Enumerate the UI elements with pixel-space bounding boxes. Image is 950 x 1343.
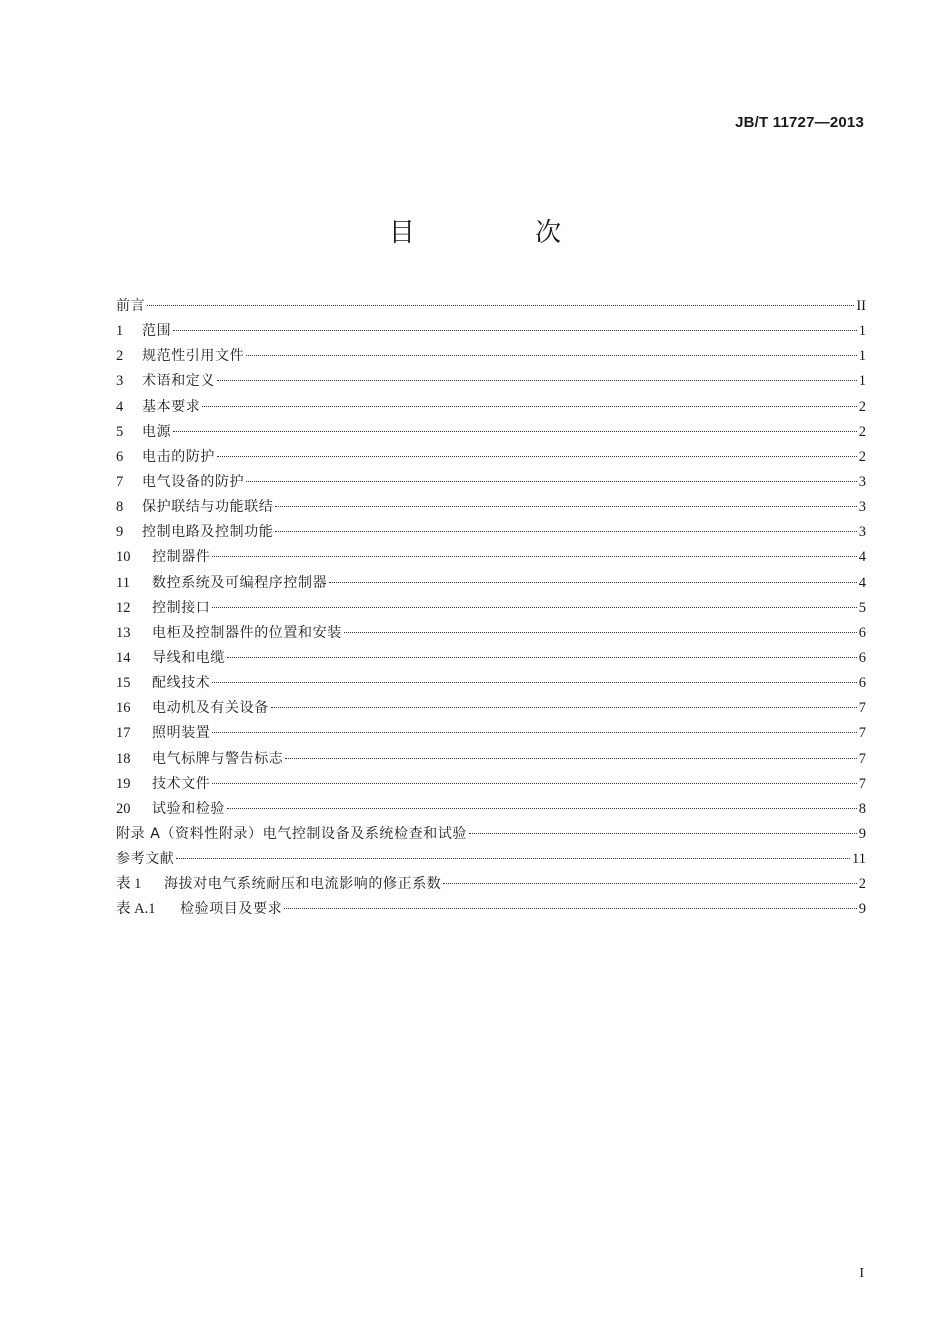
toc-entry[interactable] xyxy=(116,621,866,646)
toc-entry[interactable] xyxy=(116,520,866,545)
toc-entry[interactable] xyxy=(116,571,866,596)
toc-entry-number: 5 xyxy=(116,423,124,440)
toc-dot-leader xyxy=(147,305,854,306)
toc-entry-number: 表 A.1 xyxy=(116,901,156,918)
page-number: I xyxy=(859,1266,864,1281)
toc-entry-page: 9 xyxy=(858,901,866,918)
toc-entry-page: 6 xyxy=(858,649,866,666)
toc-entry-number: 7 xyxy=(116,473,124,490)
toc-entry-title: 控制器件 xyxy=(152,549,211,566)
toc-entry[interactable] xyxy=(116,747,866,772)
toc-dot-leader xyxy=(212,732,856,733)
toc-entry[interactable] xyxy=(116,822,866,847)
toc-entry-title: 控制电路及控制功能 xyxy=(142,524,274,541)
toc-entry-page: 4 xyxy=(858,549,866,566)
toc-dot-leader xyxy=(212,556,856,557)
toc-entry-number: 8 xyxy=(116,499,124,516)
toc-entry[interactable] xyxy=(116,495,866,520)
toc-entry-title: 配线技术 xyxy=(152,675,211,692)
toc-entry-page: 8 xyxy=(858,800,866,817)
toc-entry-title: 检验项目及要求 xyxy=(180,901,283,918)
toc-dot-leader xyxy=(212,783,856,784)
toc-dot-leader xyxy=(212,607,856,608)
toc-entry[interactable] xyxy=(116,445,866,470)
toc-entry[interactable] xyxy=(116,294,866,319)
toc-dot-leader xyxy=(202,406,856,407)
toc-entry-number: 4 xyxy=(116,398,124,415)
toc-entry-title: 电击的防护 xyxy=(142,448,215,465)
toc-entry[interactable] xyxy=(116,897,866,922)
toc-dot-leader xyxy=(227,808,857,809)
toc-entry-page: 11 xyxy=(852,851,866,868)
toc-entry-page: 9 xyxy=(858,825,866,842)
toc-entry[interactable] xyxy=(116,646,866,671)
toc-entry-number: 6 xyxy=(116,448,124,465)
toc-entry[interactable] xyxy=(116,696,866,721)
toc-entry-page: 2 xyxy=(858,398,866,415)
toc-entry-number: 10 xyxy=(116,549,131,566)
toc-entry-page: 1 xyxy=(858,348,866,365)
toc-entry-number: 13 xyxy=(116,624,131,641)
toc-entry-number: 9 xyxy=(116,524,124,541)
toc-entry-title: 电源 xyxy=(142,423,172,440)
toc-entry[interactable] xyxy=(116,545,866,570)
toc-entry[interactable] xyxy=(116,395,866,420)
toc-entry-number: 18 xyxy=(116,750,131,767)
toc-dot-leader xyxy=(173,330,857,331)
toc-dot-leader xyxy=(271,707,857,708)
toc-dot-leader xyxy=(275,506,856,507)
toc-entry-title: 参考文献 xyxy=(116,851,175,868)
toc-entry-page: 1 xyxy=(858,323,866,340)
toc-entry[interactable] xyxy=(116,772,866,797)
standard-number: JB/T 11727—2013 xyxy=(735,114,864,131)
toc-dot-leader xyxy=(285,758,856,759)
toc-entry-number: 表 1 xyxy=(116,876,142,893)
toc-dot-leader xyxy=(443,883,856,884)
toc-dot-leader xyxy=(284,908,857,909)
toc-entry-page: 7 xyxy=(858,700,866,717)
toc-entry-page: 1 xyxy=(858,373,866,390)
toc-dot-leader xyxy=(227,657,857,658)
toc-dot-leader xyxy=(217,456,857,457)
toc-entry-page: 7 xyxy=(858,725,866,742)
toc-entry-page: II xyxy=(856,298,866,314)
toc-entry-title: 照明装置 xyxy=(152,725,211,742)
toc-entry-title: 导线和电缆 xyxy=(152,649,225,666)
toc-entry-number: 2 xyxy=(116,348,124,365)
toc-entry-number: 20 xyxy=(116,800,131,817)
toc-entry-number: 14 xyxy=(116,649,131,666)
toc-entry-number: 12 xyxy=(116,599,131,616)
toc-entry-number: 17 xyxy=(116,725,131,742)
table-of-contents xyxy=(116,294,866,923)
toc-entry[interactable] xyxy=(116,420,866,445)
toc-entry-title: 电柜及控制器件的位置和安装 xyxy=(152,624,342,641)
toc-entry[interactable] xyxy=(116,797,866,822)
toc-entry-page: 3 xyxy=(858,499,866,516)
toc-entry[interactable] xyxy=(116,369,866,394)
toc-entry-title: 保护联结与功能联结 xyxy=(142,499,274,516)
toc-dot-leader xyxy=(329,582,857,583)
toc-entry-number: 15 xyxy=(116,675,131,692)
toc-title: 目 次 xyxy=(388,218,618,248)
toc-entry-page: 3 xyxy=(858,524,866,541)
toc-entry-title: 前言 xyxy=(116,298,146,314)
toc-entry-title: 电气设备的防护 xyxy=(142,473,245,490)
toc-entry-page: 6 xyxy=(858,624,866,641)
toc-entry-number: 11 xyxy=(116,574,130,591)
toc-dot-leader xyxy=(217,380,857,381)
toc-entry-title: 电动机及有关设备 xyxy=(152,700,269,717)
toc-entry-title: 范围 xyxy=(142,323,172,340)
toc-entry[interactable] xyxy=(116,344,866,369)
toc-entry-page: 3 xyxy=(858,473,866,490)
toc-entry-title: 控制接口 xyxy=(152,599,211,616)
toc-entry-title: 电气标牌与警告标志 xyxy=(152,750,284,767)
toc-entry[interactable] xyxy=(116,596,866,621)
toc-entry-title: 试验和检验 xyxy=(152,800,225,817)
toc-entry-page: 4 xyxy=(858,574,866,591)
toc-dot-leader xyxy=(176,858,850,859)
toc-entry-title: 基本要求 xyxy=(142,398,201,415)
toc-entry[interactable] xyxy=(116,721,866,746)
toc-entry-page: 7 xyxy=(858,775,866,792)
toc-entry-page: 7 xyxy=(858,750,866,767)
toc-entry[interactable] xyxy=(116,671,866,696)
toc-entry-number: 19 xyxy=(116,775,131,792)
toc-dot-leader xyxy=(212,682,856,683)
toc-entry[interactable] xyxy=(116,847,866,872)
toc-entry-title: 术语和定义 xyxy=(142,373,215,390)
toc-entry-number: 1 xyxy=(116,323,124,340)
toc-dot-leader xyxy=(344,632,857,633)
toc-dot-leader xyxy=(173,431,857,432)
toc-entry[interactable] xyxy=(116,470,866,495)
toc-entry-page: 2 xyxy=(858,423,866,440)
toc-entry-number: 16 xyxy=(116,700,131,717)
toc-dot-leader xyxy=(275,531,856,532)
toc-entry-title: 规范性引用文件 xyxy=(142,348,245,365)
toc-dot-leader xyxy=(246,481,857,482)
toc-dot-leader xyxy=(469,833,857,834)
toc-entry-number: 3 xyxy=(116,373,124,390)
toc-entry-title: 海拔对电气系统耐压和电流影响的修正系数 xyxy=(164,876,442,893)
toc-entry-title: 数控系统及可编程序控制器 xyxy=(152,574,328,591)
toc-entry-page: 2 xyxy=(858,448,866,465)
toc-dot-leader xyxy=(246,355,857,356)
toc-entry[interactable] xyxy=(116,319,866,344)
toc-entry-page: 6 xyxy=(858,675,866,692)
toc-entry-title: 附录 A（资料性附录）电气控制设备及系统检查和试验 xyxy=(116,825,468,842)
toc-entry-title: 技术文件 xyxy=(152,775,211,792)
toc-entry[interactable] xyxy=(116,872,866,897)
toc-entry-page: 2 xyxy=(858,876,866,893)
toc-entry-page: 5 xyxy=(858,599,866,616)
